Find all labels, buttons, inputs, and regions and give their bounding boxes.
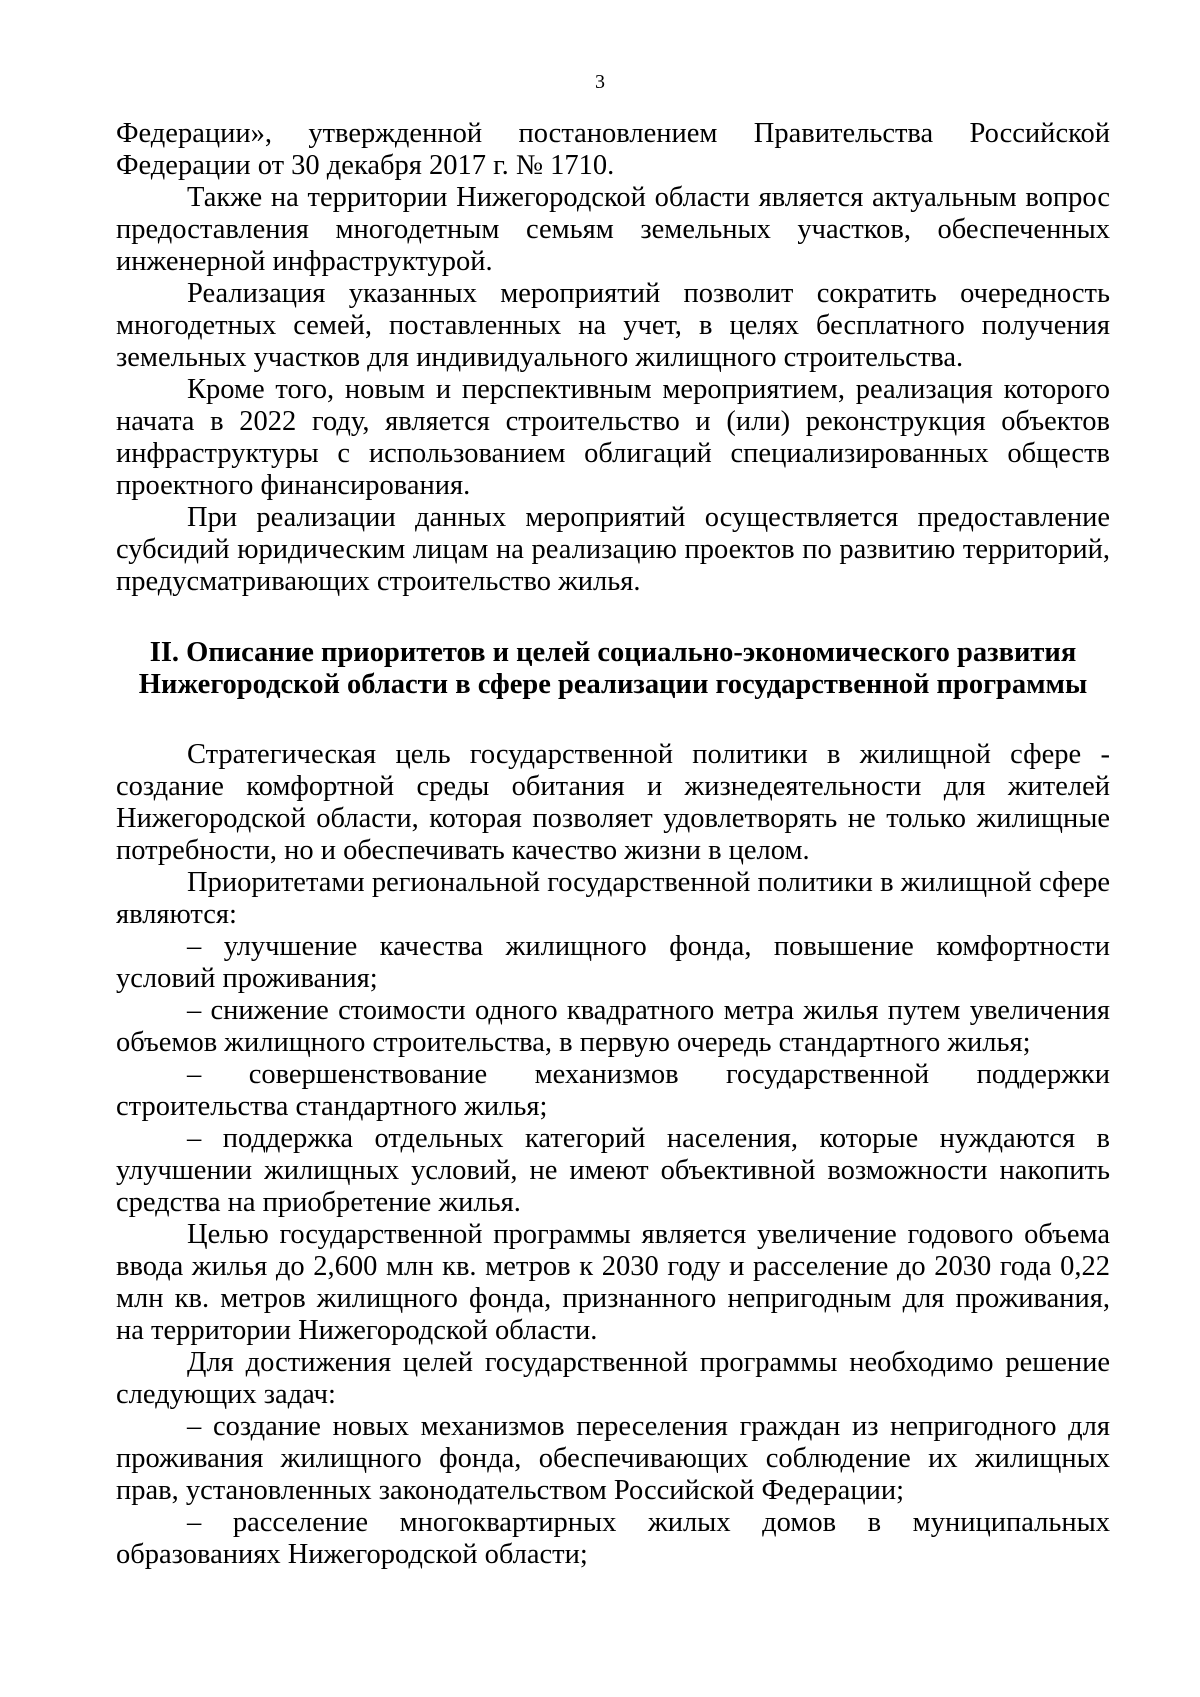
section-heading-line: Нижегородской области в сфере реализации государственной программы: [138, 669, 1088, 700]
list-item: – совершенствование механизмов государственной поддержки строительства стандартного жилья;: [116, 1059, 1110, 1122]
paragraph: Приоритетами региональной государственной политики в жилищной сфере являются:: [116, 867, 1110, 930]
list-item: – расселение многоквартирных жилых домов в муниципальных образованиях Нижегородской области;: [116, 1507, 1110, 1570]
section-text: [116, 739, 1110, 1571]
paragraph-continuation: Федерации», утвержденной постановлением Правительства Российской Федерации от 30 декабря 2017 г. № 1710.: [116, 118, 1110, 181]
list-item: – поддержка отдельных категорий населения, которые нуждаются в улучшении жилищных условий, не имеют объективной возможности накопить средства на приобретение жилья.: [116, 1123, 1110, 1218]
paragraph: Целью государственной программы является увеличение годового объема ввода жилья до 2,600 млн кв. метров к 2030 году и расселение до 2030 года 0,22 млн кв. метров жилищного фонда, признанного непригодным для проживания, на территории Нижегородской области.: [116, 1219, 1110, 1346]
paragraph: Стратегическая цель государственной политики в жилищной сфере - создание комфортной среды обитания и жизнедеятельности для жителей Нижегородской области, которая позволяет удовлетворять не только жилищные потребности, но и обеспечивать качество жизни в целом.: [116, 739, 1110, 866]
list-item: – улучшение качества жилищного фонда, повышение комфортности условий проживания;: [116, 931, 1110, 994]
paragraph: Реализация указанных мероприятий позволит сократить очередность многодетных семей, поставленных на учет, в целях бесплатного получения земельных участков для индивидуального жилищного строительства.: [116, 278, 1110, 373]
list-item: – снижение стоимости одного квадратного метра жилья путем увеличения объемов жилищного строительства, в первую очередь стандартного жилья;: [116, 995, 1110, 1058]
paragraph: Для достижения целей государственной программы необходимо решение следующих задач:: [116, 1347, 1110, 1410]
paragraph: Кроме того, новым и перспективным мероприятием, реализация которого начата в 2022 году, является строительство и (или) реконструкция объектов инфраструктуры с использованием облигаций специализированных обществ проектного финансирования.: [116, 374, 1110, 501]
intro-text: [116, 118, 1110, 598]
list-item: – создание новых механизмов переселения граждан из непригодного для проживания жилищного фонда, обеспечивающих соблюдение их жилищных прав, установленных законодательством Российской Федерации;: [116, 1411, 1110, 1506]
section-heading: [116, 637, 1110, 701]
section-heading-line: II. Описание приоритетов и целей социально-экономического развития: [149, 637, 1077, 668]
page-number: 3: [595, 71, 605, 93]
paragraph: Также на территории Нижегородской области является актуальным вопрос предоставления многодетным семьям земельных участков, обеспеченных инженерной инфраструктурой.: [116, 182, 1110, 277]
paragraph: При реализации данных мероприятий осуществляется предоставление субсидий юридическим лицам на реализацию проектов по развитию территорий, предусматривающих строительство жилья.: [116, 502, 1110, 597]
